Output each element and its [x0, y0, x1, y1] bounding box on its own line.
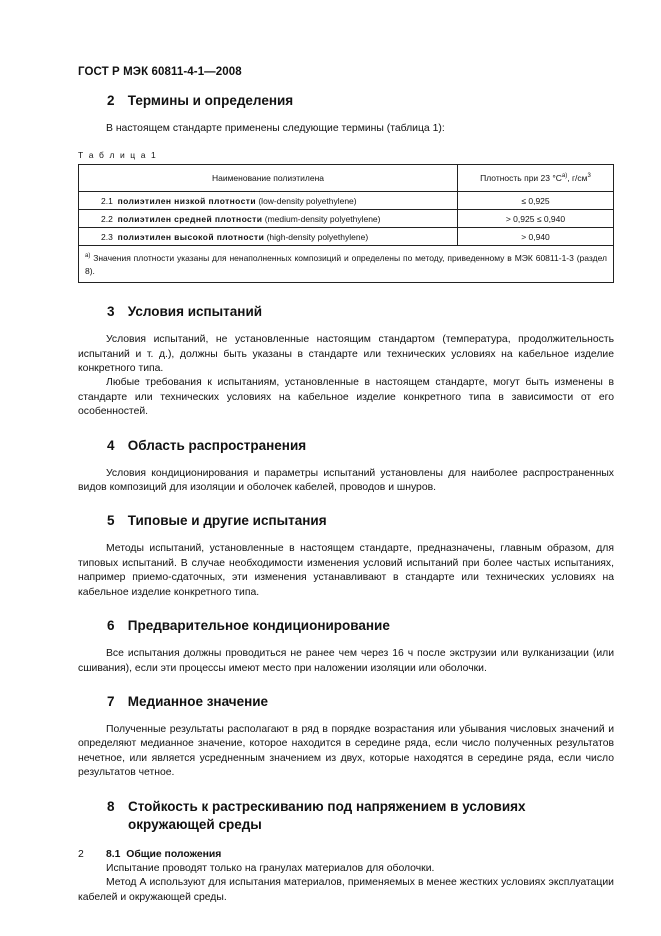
terms-table: [78, 164, 614, 283]
paragraph: Любые требования к испытаниям, установленные в настоящем стандарте, могут быть изменены в стандарте или технических условиях на кабельное изделие конкретного типа в зависимости от его особенностей.: [78, 377, 614, 418]
paragraph: Полученные результаты располагают в ряд в порядке возрастания или убывания числовых значений и определяют медианное значение, которое находится в середине ряда, если число полученных результатов нечетное, или является усредненным значением из двух, которые находятся в середине ряда, если число результатов четное.: [78, 723, 614, 779]
paragraph: Испытание проводят только на гранулах материалов для оболочки.: [106, 862, 435, 874]
table-note: $^{а)}$ Значения плотности указаны для ненаполненных композиций и определены по методу, приведенному в МЭК 60811-1-3 (раздел 8).: [79, 246, 614, 283]
subsection-8-1: [78, 848, 614, 906]
paragraph: Все испытания должны проводиться не ранее чем через 16 ч после экструзии или вулканизации (или сшивания), если эти процессы имеют место при наложении изоляции или оболочки.: [78, 648, 614, 674]
section-title: Термины и определения: [127, 93, 294, 108]
section-6-heading: 6 Предварительное кондиционирование: [107, 618, 390, 634]
section-8-heading: Стойкость к растрескиванию под напряжением в условиях окружающей среды: [128, 798, 526, 832]
table-row: [79, 210, 614, 228]
section-2-heading: [107, 92, 614, 110]
term-cell: 2.2 полиэтилен средней плотности (medium-density polyethylene): [79, 210, 458, 228]
section-4: [78, 437, 614, 496]
section-3: [78, 303, 614, 419]
table-note-row: [79, 246, 614, 283]
term-cell: 2.1 полиэтилен низкой плотности (low-density polyethylene): [79, 192, 458, 210]
table-caption: Т а б л и ц а 1: [78, 150, 158, 161]
table-row: [79, 228, 614, 246]
density-cell: > 0,925 ≤ 0,940: [458, 210, 614, 228]
section-7-heading: 7 Медианное значение: [107, 693, 269, 709]
table-row: [79, 192, 614, 210]
paragraph: Метод А используют для испытания материалов, применяемых в менее жестких условиях эксплуатации кабелей и окружающей среды.: [78, 877, 614, 903]
section-7: [78, 693, 614, 781]
density-cell: > 0,940: [458, 228, 614, 246]
section-5-heading: 5 Типовые и другие испытания: [107, 513, 327, 529]
paragraph: Условия кондиционирования и параметры испытаний установлены для наиболее распространенных видов композиций для изоляции и оболочек кабелей, проводов и шнуров.: [78, 467, 614, 494]
header-cell-density: Плотность при 23 $^\circ С^{а)}$, $г/см^3$: [458, 165, 614, 192]
section-number: 8: [107, 798, 115, 814]
section-8: [78, 798, 614, 906]
section-2: [78, 92, 614, 283]
term-cell: 2.3 полиэтилен высокой плотности (high-density polyethylene): [79, 228, 458, 246]
density-cell: ≤ 0,925: [458, 192, 614, 210]
document-header: ГОСТ Р МЭК 60811-4-1—2008: [78, 66, 242, 78]
table-header-row: [79, 165, 614, 192]
header-cell-name: Наименование полиэтилена: [79, 165, 458, 192]
section-2-intro: В настоящем стандарте применены следующие термины (таблица 1):: [106, 123, 445, 134]
section-4-heading: 4 Область распространения: [107, 437, 307, 453]
paragraph: Условия испытаний, не установленные настоящим стандартом (температура, продолжительность испытаний и т. д.), должны быть указаны в стандарте или технических условиях на кабельное изделие конкретного типа.: [78, 334, 614, 375]
paragraph: Методы испытаний, установленные в настоящем стандарте, предназначены, главным образом, для типовых испытаний. В случае необходимости изменения условий испытаний при более частых испытаниях, например приемо-сдаточных, эти изменения устанавливают в стандарте или технических условиях на кабельное изделие конкретного типа.: [78, 543, 614, 598]
page-content: [78, 92, 614, 905]
page-number: 2: [78, 849, 84, 860]
section-5: [78, 512, 614, 600]
section-6: [78, 617, 614, 676]
subsection-heading: 8.1 Общие положения: [106, 848, 222, 860]
section-3-heading: 3 Условия испытаний: [107, 304, 263, 320]
section-number: 2: [107, 93, 115, 108]
